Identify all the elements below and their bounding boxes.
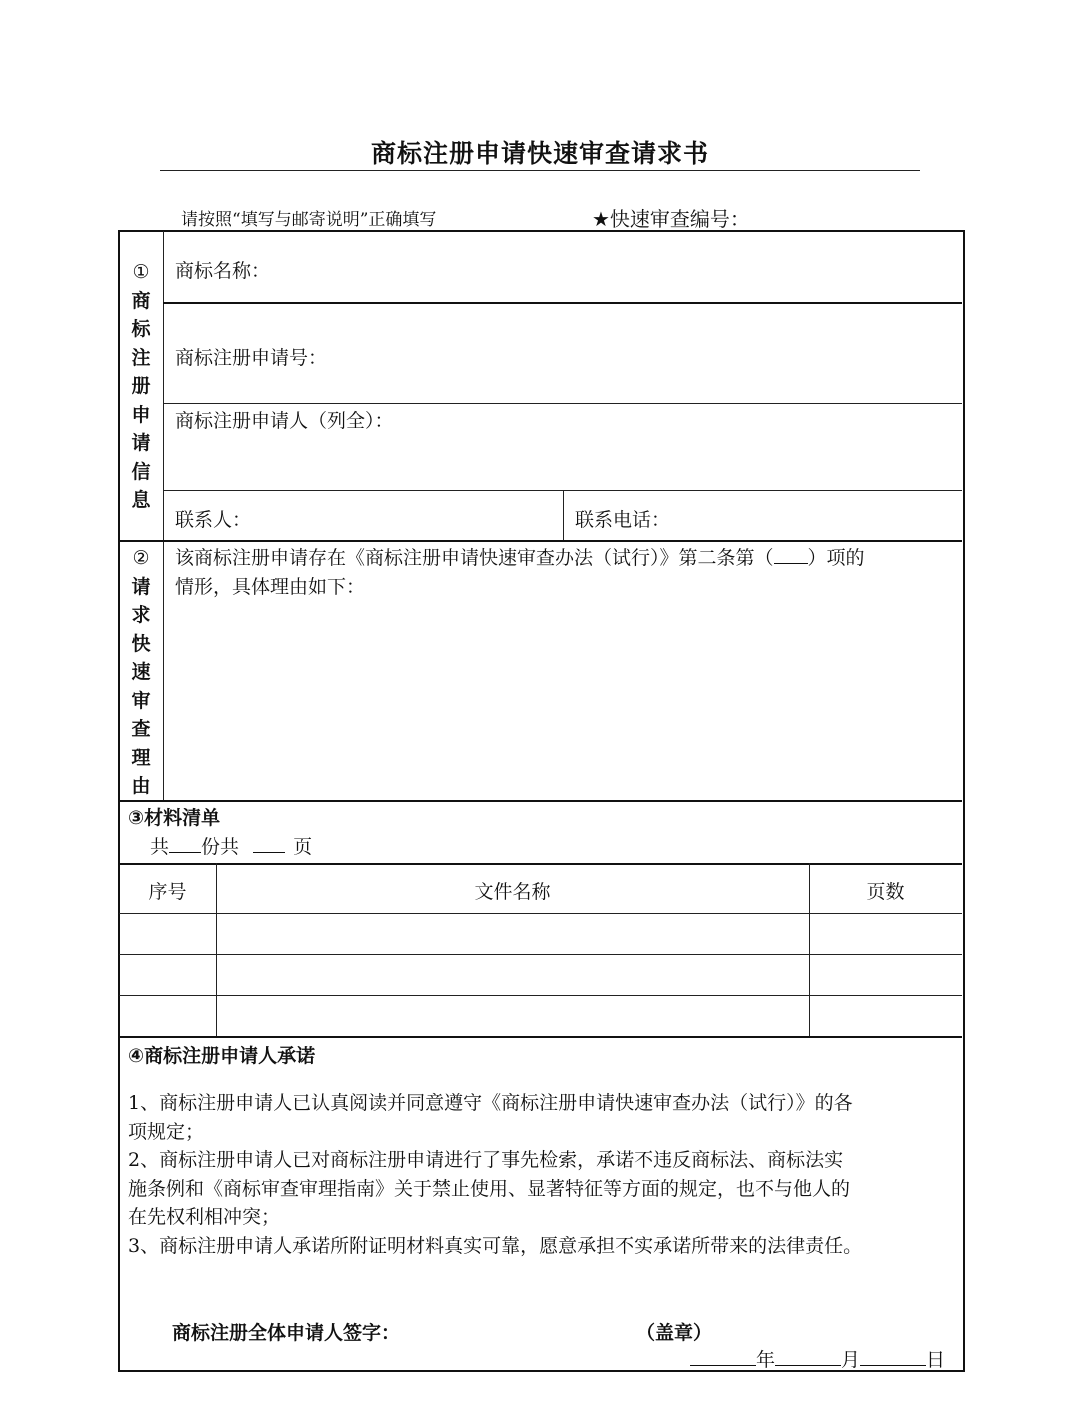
reason-line2: 情形，具体理由如下：	[175, 575, 366, 598]
section2-char: 由	[131, 775, 151, 797]
fast-review-number-label: ★快速审查编号：	[592, 207, 750, 231]
reason-item-blank[interactable]	[774, 545, 808, 564]
commitment-item2-line3: 在先权利相冲突；	[128, 1206, 281, 1228]
section2-char: 求	[131, 604, 151, 626]
fill-instruction: 请按照“填写与邮寄说明”正确填写	[181, 210, 437, 230]
contact-person-label: 联系人：	[175, 509, 252, 531]
year-label: 年	[756, 1349, 776, 1371]
row-divider	[163, 403, 962, 404]
month-blank[interactable]	[775, 1347, 841, 1366]
commitment-item1-line2: 项规定；	[128, 1120, 205, 1143]
section1-char: 申	[131, 403, 151, 426]
month-label: 月	[841, 1349, 861, 1371]
contact-cell-divider	[563, 490, 564, 541]
table-row-divider	[119, 954, 962, 955]
reason-part2: ）项的	[807, 547, 865, 569]
section2-char: 查	[131, 718, 151, 740]
section2-number: ②	[132, 547, 150, 569]
section1-number: ①	[132, 261, 150, 283]
contact-phone-label: 联系电话：	[575, 509, 671, 531]
commitment-item3-line1: 3、商标注册申请人承诺所附证明材料真实可靠，愿意承担不实承诺所带来的法律责任。	[128, 1234, 863, 1257]
title-underline	[160, 170, 920, 171]
commitment-item2-line2: 施条例和《商标审查审理指南》关于禁止使用、显著特征等方面的规定，也不与他人的	[128, 1177, 851, 1200]
col-header-file-name: 文件名称	[474, 881, 551, 903]
materials-count	[150, 832, 312, 859]
section1-char: 息	[131, 489, 151, 511]
form-title: 商标注册申请快速审查请求书	[370, 139, 709, 168]
signature-date	[690, 1345, 945, 1372]
reason-part1: 该商标注册申请存在《商标注册申请快速审查办法（试行）》第二条第（	[175, 547, 774, 569]
table-row-divider	[119, 995, 962, 996]
section1-vertical-label	[119, 258, 163, 515]
materials-count-copies: 份共	[201, 836, 240, 858]
commitment-text	[128, 1089, 958, 1260]
section2-char: 快	[131, 632, 151, 655]
commitment-item2-line1: 2、商标注册申请人已对商标注册申请进行了事先检索，承诺不违反商标法、商标法实	[128, 1149, 844, 1171]
pages-blank[interactable]	[253, 834, 285, 853]
table-header-top	[119, 863, 962, 865]
table-row-divider	[119, 913, 962, 914]
materials-section-title: ③材料清单	[128, 807, 221, 829]
col-header-pages: 页数	[866, 881, 905, 903]
section2-char: 速	[131, 661, 151, 683]
application-number-label: 商标注册申请号：	[175, 347, 328, 369]
materials-count-pages: 页	[293, 836, 313, 858]
section-divider	[119, 540, 962, 542]
signature-label: 商标注册全体申请人签字：	[172, 1322, 401, 1344]
section1-char: 商	[131, 289, 151, 312]
section1-char: 注	[131, 346, 151, 369]
year-blank[interactable]	[690, 1347, 756, 1366]
col-header-seq: 序号	[148, 881, 187, 903]
section2-char: 请	[131, 575, 151, 598]
reason-text	[175, 544, 955, 601]
section2-vertical-label	[119, 544, 163, 801]
section-label-divider	[163, 231, 164, 801]
section1-char: 标	[131, 318, 151, 340]
day-label: 日	[926, 1349, 946, 1371]
day-blank[interactable]	[860, 1347, 926, 1366]
section1-char: 册	[131, 375, 151, 397]
mark-name-label: 商标名称：	[175, 260, 271, 282]
commitment-item1-line1: 1、商标注册申请人已认真阅读并同意遵守《商标注册申请快速审查办法（试行）》的各	[128, 1092, 853, 1114]
commitment-section-title: ④商标注册申请人承诺	[128, 1045, 316, 1067]
section1-char: 请	[131, 432, 151, 454]
section-divider	[119, 800, 962, 802]
section2-char: 审	[131, 689, 151, 712]
section-divider	[119, 1036, 962, 1038]
section1-char: 信	[131, 460, 151, 483]
materials-count-total: 共	[150, 836, 170, 858]
applicant-label: 商标注册申请人（列全）：	[175, 410, 394, 432]
section2-char: 理	[131, 746, 151, 769]
copies-blank[interactable]	[169, 834, 201, 853]
seal-label: （盖章）	[636, 1322, 713, 1344]
row-divider	[163, 302, 962, 304]
